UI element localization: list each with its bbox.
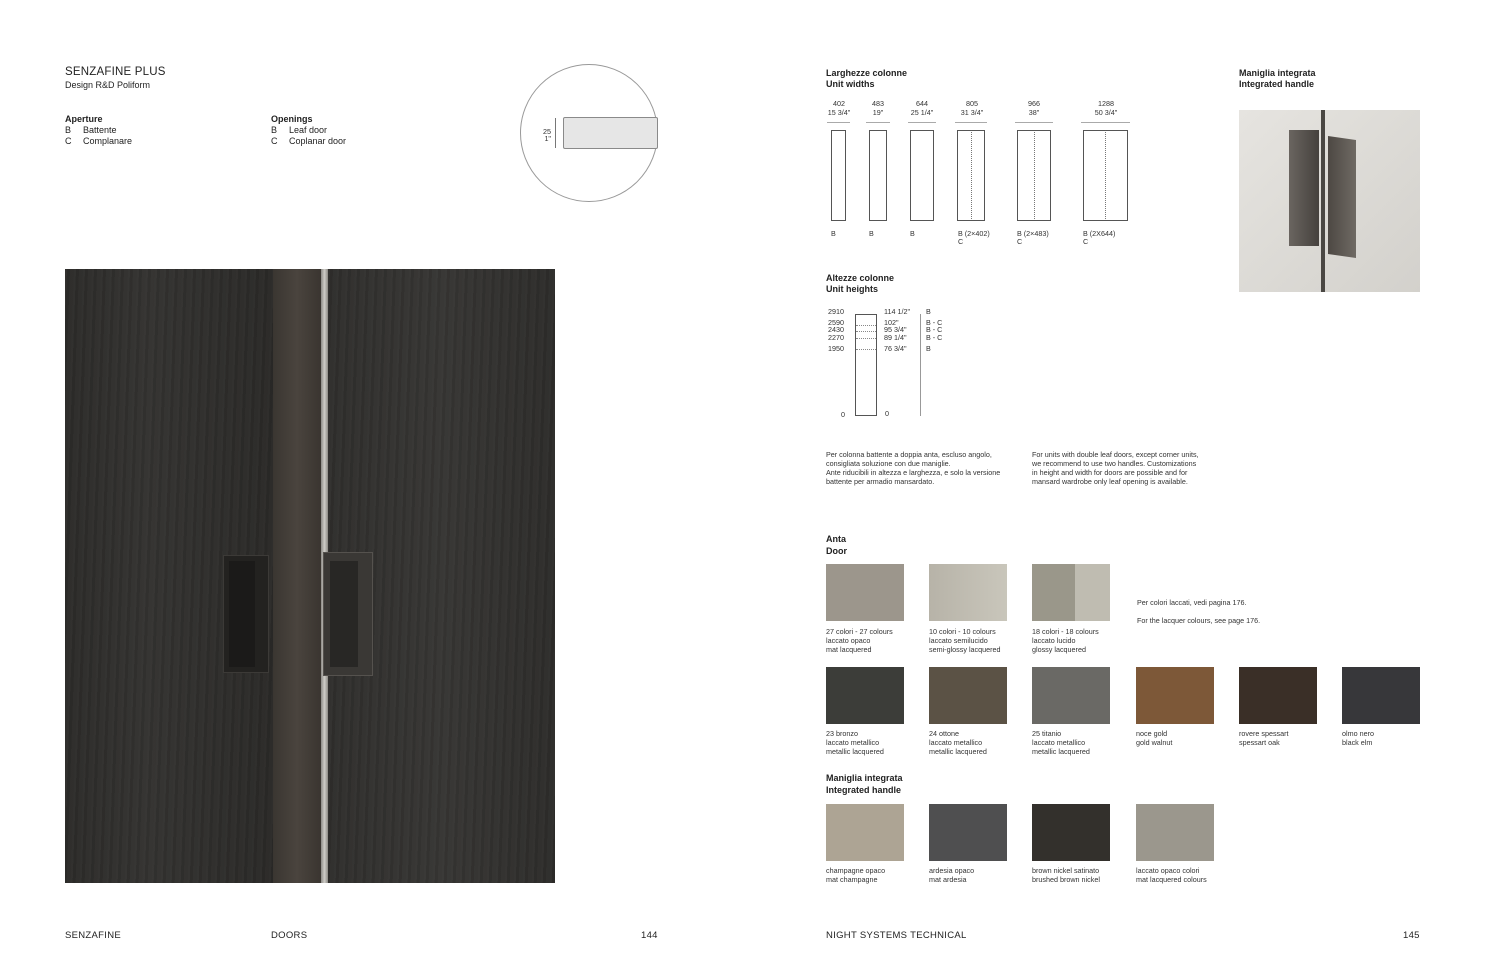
integrated-handle-photo	[1239, 110, 1420, 292]
unit-width-drawing	[910, 130, 934, 221]
handle-finish-label: brown nickel satinato brushed brown nickel	[1032, 866, 1100, 884]
aperture-item: B Battente	[65, 125, 117, 135]
width-mm: 1288	[1098, 99, 1114, 108]
handle-finish-swatch	[826, 804, 904, 861]
handle-right-part	[1328, 136, 1356, 258]
height-type: B	[926, 344, 931, 353]
door-gap	[1321, 110, 1325, 292]
door-split-line	[971, 132, 972, 219]
width-opening-type: B	[831, 229, 836, 238]
openings-item: C Coplanar door	[271, 136, 347, 146]
finish-label: olmo nero black elm	[1342, 729, 1374, 747]
door-profile-section	[563, 117, 658, 149]
finish-swatch	[826, 564, 904, 621]
width-mm: 966	[1028, 99, 1040, 108]
aperture-item: C Complanare	[65, 136, 133, 146]
finish-label: rovere spessart spessart oak	[1239, 729, 1289, 747]
dimension-line	[555, 118, 556, 148]
height-level-line	[856, 349, 876, 350]
door-photo	[65, 269, 555, 883]
width-opening-type: B (2×402)	[958, 229, 990, 238]
handle-profile-strip	[273, 269, 321, 883]
finish-swatch	[929, 667, 1007, 724]
handle-finish-label: ardesia opaco mat ardesia	[929, 866, 975, 884]
handle-heading-it: Maniglia integrata	[1239, 68, 1316, 78]
lacquer-note-en: For the lacquer colours, see page 176.	[1137, 616, 1261, 625]
finish-swatch	[1239, 667, 1317, 724]
finish-label: 27 colori - 27 colours laccato opaco mat lacquered	[826, 627, 893, 654]
handle-finishes-heading-en: Integrated handle	[826, 785, 902, 795]
width-opening-type: B (2X644)	[1083, 229, 1116, 238]
handle-finishes-heading-it: Maniglia integrata	[826, 773, 903, 783]
height-level-line	[856, 331, 876, 332]
height-inch: 76 3/4"	[884, 344, 907, 353]
handle-left-part	[1289, 130, 1319, 246]
dimension-line	[955, 122, 987, 123]
handle-finish-label: champagne opaco mat champagne	[826, 866, 886, 884]
page-number-left: 144	[641, 930, 658, 941]
height-mm: 1950	[828, 344, 844, 353]
dimension-line	[1081, 122, 1130, 123]
height-inch: 89 1/4"	[884, 333, 907, 342]
width-inch: 50 3/4"	[1094, 108, 1118, 117]
finish-swatch	[1136, 667, 1214, 724]
door-finishes-heading-it: Anta	[826, 534, 846, 544]
width-opening-type-alt: C	[1017, 237, 1023, 246]
width-opening-type-alt: C	[1083, 237, 1089, 246]
height-level-line	[856, 325, 876, 326]
width-mm: 644	[916, 99, 928, 108]
footer-section-right: NIGHT SYSTEMS TECHNICAL	[826, 930, 967, 941]
door-split-line	[1034, 132, 1035, 219]
unit-heights-heading-it: Altezze colonne	[826, 273, 895, 283]
openings-item: B Leaf door	[271, 125, 328, 135]
handle-finish-swatch	[929, 804, 1007, 861]
height-mm: 2430	[828, 325, 844, 334]
dimension-line	[827, 122, 850, 123]
unit-width-drawing	[869, 130, 887, 221]
width-inch: 19"	[872, 108, 884, 117]
dimension-line	[920, 314, 921, 416]
handle-heading-en: Integrated handle	[1239, 79, 1315, 89]
unit-height-drawing	[855, 314, 877, 416]
finish-swatch	[1032, 564, 1110, 621]
height-inch: 102"	[884, 318, 899, 327]
height-level-line	[856, 338, 876, 339]
width-opening-type: B	[910, 229, 915, 238]
width-mm: 402	[833, 99, 845, 108]
footer-collection: SENZAFINE	[65, 930, 122, 941]
height-type: B - C	[926, 325, 943, 334]
width-inch: 15 3/4"	[827, 108, 851, 117]
finish-label: 23 bronzo laccato metallico metallic lacquered	[826, 729, 884, 756]
width-opening-type: B (2×483)	[1017, 229, 1049, 238]
unit-widths-heading-it: Larghezze colonne	[826, 68, 908, 78]
height-mm: 2910	[828, 307, 844, 316]
finish-label: 10 colori - 10 colours laccato semilucido semi-glossy lacquered	[929, 627, 1001, 654]
handle-recess	[229, 561, 255, 667]
width-inch: 25 1/4"	[910, 108, 934, 117]
unit-widths-heading-en: Unit widths	[826, 79, 875, 89]
width-inch: 31 3/4"	[960, 108, 984, 117]
unit-width-drawing	[831, 130, 846, 221]
profile-dim-in: 1"	[544, 134, 551, 143]
page-title: SENZAFINE PLUS	[65, 66, 166, 78]
finish-swatch	[1342, 667, 1420, 724]
finish-swatch	[826, 667, 904, 724]
door-finishes-heading-en: Door	[826, 546, 847, 556]
finish-swatch	[1032, 667, 1110, 724]
width-mm: 805	[966, 99, 978, 108]
door-split-line	[1105, 132, 1106, 219]
height-zero-mm: 0	[841, 410, 845, 419]
note-italian: Per colonna battente a doppia anta, escluso angolo, consigliata soluzione con due maniglie. Ante riducibili in altezza e larghezza, e solo la versione battente per armadio mansardato.	[826, 450, 1001, 486]
note-english: For units with double leaf doors, except corner units, we recommend to use two handles. Customizations in height and width for doors are possible and for mansard wardrobe only leaf opening is available.	[1032, 450, 1199, 486]
finish-label: 18 colori - 18 colours laccato lucido glossy lacquered	[1032, 627, 1099, 654]
dimension-line	[908, 122, 936, 123]
finish-label: 25 titanio laccato metallico metallic lacquered	[1032, 729, 1090, 756]
unit-heights-heading-en: Unit heights	[826, 284, 878, 294]
finish-label: noce gold gold walnut	[1136, 729, 1173, 747]
width-opening-type: B	[869, 229, 874, 238]
handle-finish-swatch	[1136, 804, 1214, 861]
footer-section: DOORS	[271, 930, 308, 941]
width-inch: 38"	[1028, 108, 1040, 117]
handle-finish-swatch	[1032, 804, 1110, 861]
height-zero-inch: 0	[885, 409, 889, 418]
height-mm: 2270	[828, 333, 844, 342]
handle-recess	[330, 561, 358, 667]
openings-heading: Openings	[271, 114, 313, 124]
height-type: B - C	[926, 333, 943, 342]
width-opening-type-alt: C	[958, 237, 964, 246]
page-number-right: 145	[1403, 930, 1420, 941]
designer-credit: Design R&D Poliform	[65, 80, 151, 90]
height-inch: 114 1/2"	[884, 307, 910, 316]
lacquer-note-it: Per colori laccati, vedi pagina 176.	[1137, 598, 1247, 607]
height-type: B	[926, 307, 931, 316]
width-mm: 483	[872, 99, 884, 108]
handle-finish-label: laccato opaco colori mat lacquered colours	[1136, 866, 1207, 884]
dimension-line	[1015, 122, 1053, 123]
finish-label: 24 ottone laccato metallico metallic lacquered	[929, 729, 987, 756]
height-mm: 2590	[828, 318, 844, 327]
aperture-heading: Aperture	[65, 114, 103, 124]
height-type: B - C	[926, 318, 943, 327]
profile-dim-mm: 25	[543, 127, 551, 136]
height-inch: 95 3/4"	[884, 325, 907, 334]
dimension-line	[866, 122, 890, 123]
finish-swatch	[929, 564, 1007, 621]
